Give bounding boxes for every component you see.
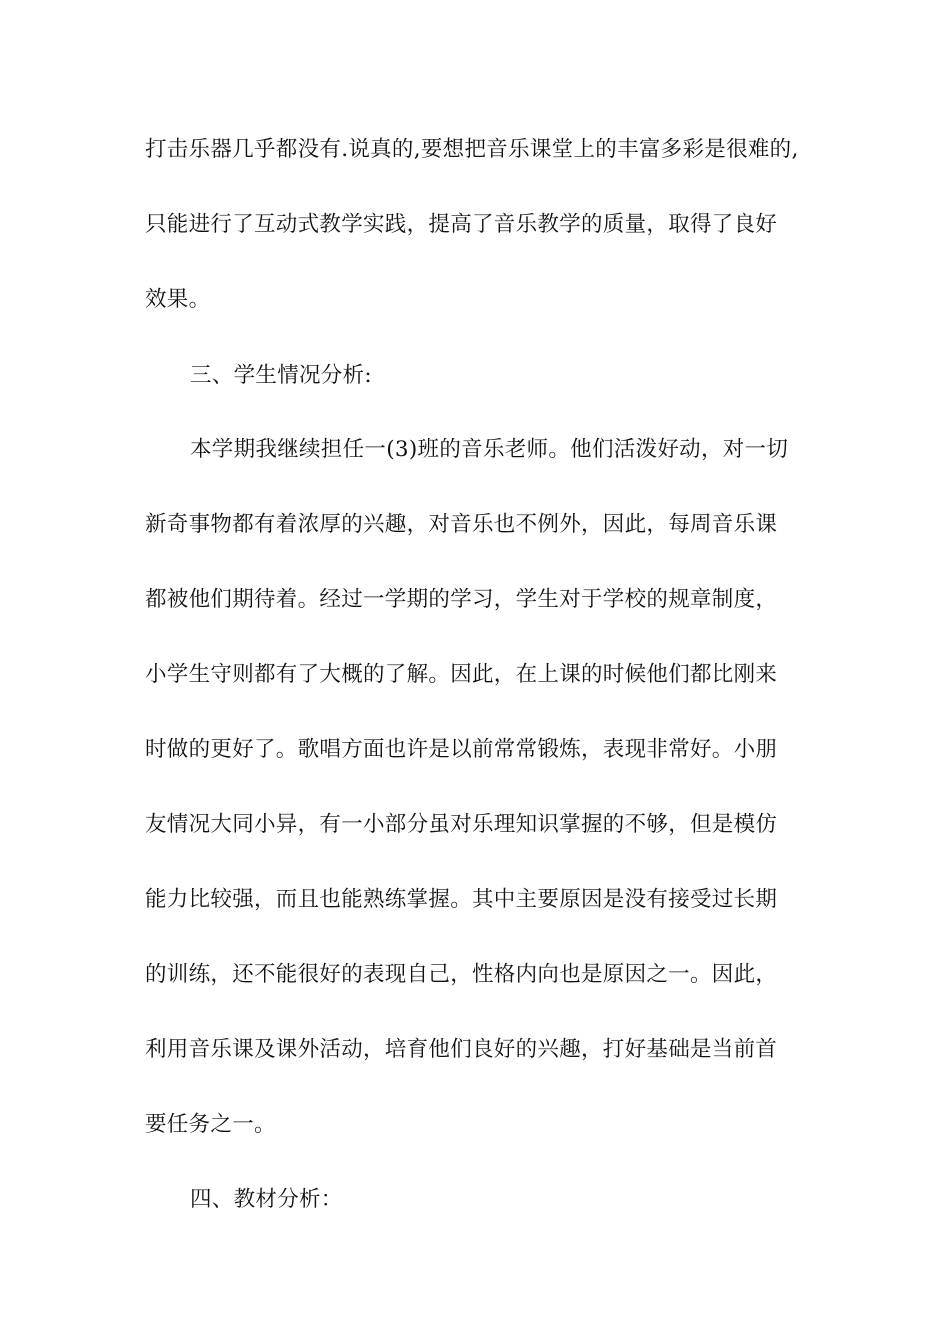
paragraph-line: 的训练，还不能很好的表现自己，性格内向也是原因之一。因此， bbox=[145, 962, 778, 987]
paragraph-line: 时做的更好了。歌唱方面也许是以前常常锻炼，表现非常好。小朋 bbox=[145, 737, 778, 762]
section-heading-student-analysis: 三、学生情况分析: bbox=[190, 363, 372, 388]
paragraph-line: 利用音乐课及课外活动，培育他们良好的兴趣，打好基础是当前首 bbox=[145, 1037, 778, 1062]
paragraph-line: 要任务之一。 bbox=[145, 1112, 276, 1137]
paragraph-line: 都被他们期待着。经过一学期的学习，学生对于学校的规章制度， bbox=[145, 587, 778, 612]
paragraph-line: 能力比较强，而且也能熟练掌握。其中主要原因是没有接受过长期 bbox=[145, 887, 778, 912]
paragraph-line: 小学生守则都有了大概的了解。因此，在上课的时候他们都比刚来 bbox=[145, 662, 778, 687]
paragraph-line: 打击乐器几乎都没有.说真的,要想把音乐课堂上的丰富多彩是很难的, bbox=[145, 137, 799, 162]
paragraph-line: 只能进行了互动式教学实践，提高了音乐教学的质量，取得了良好 bbox=[145, 212, 778, 237]
section-heading-textbook-analysis: 四、教材分析： bbox=[190, 1187, 343, 1212]
paragraph-line: 友情况大同小异，有一小部分虽对乐理知识掌握的不够，但是模仿 bbox=[145, 812, 778, 837]
paragraph-line: 新奇事物都有着浓厚的兴趣，对音乐也不例外，因此，每周音乐课 bbox=[145, 512, 778, 537]
paragraph-line: 本学期我继续担任一(3)班的音乐老师。他们活泼好动，对一切 bbox=[190, 437, 789, 462]
paragraph-line: 效果。 bbox=[145, 287, 211, 312]
